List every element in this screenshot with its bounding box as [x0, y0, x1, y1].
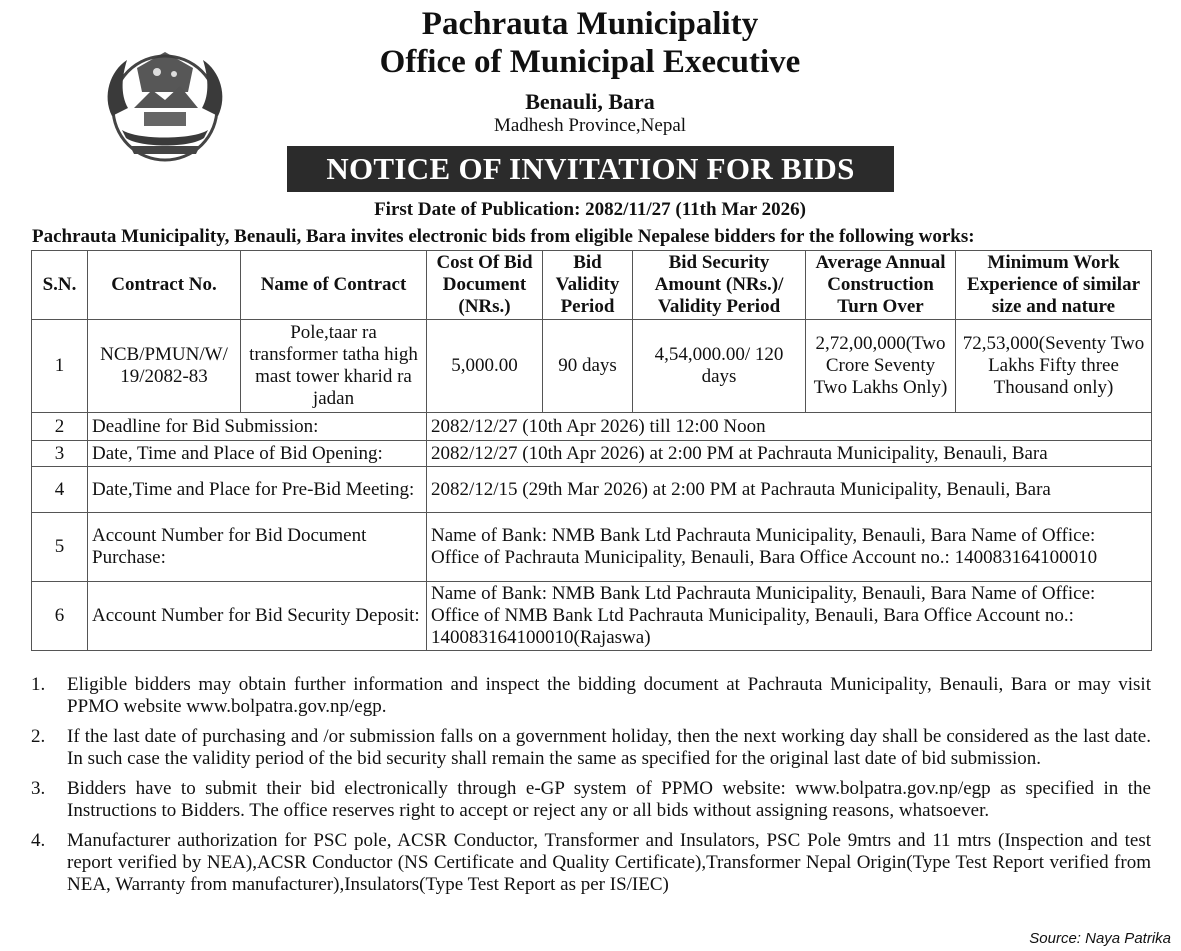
header-sn: S.N.: [32, 251, 88, 320]
header-validity: Bid Validity Period: [543, 251, 633, 320]
notes-list: [31, 674, 1151, 904]
cell-sn: 4: [32, 467, 88, 513]
government-emblem-icon: [92, 46, 238, 170]
cell-value: Name of Bank: NMB Bank Ltd Pachrauta Municipality, Benauli, Bara Name of Office: Office of Pachrauta Municipality, Benauli, Bara Office Account no.: 140083164100010: [427, 513, 1152, 582]
source-credit: Source: Naya Patrika: [1029, 930, 1171, 947]
note-number: 2.: [31, 726, 46, 747]
cell-label: Date,Time and Place for Pre-Bid Meeting:: [88, 467, 427, 513]
cell-experience: 72,53,000(Seventy Two Lakhs Fifty three Thousand only): [956, 320, 1152, 413]
note-number: 1.: [31, 674, 46, 695]
cell-sn: 5: [32, 513, 88, 582]
cell-contract-name: Pole,taar ra transformer tatha high mast tower kharid ra jadan: [241, 320, 427, 413]
cell-sn: 6: [32, 582, 88, 651]
cell-value: 2082/12/15 (29th Mar 2026) at 2:00 PM at Pachrauta Municipality, Benauli, Bara: [427, 467, 1152, 513]
cell-turnover: 2,72,00,000(Two Crore Seventy Two Lakhs Only): [806, 320, 956, 413]
municipality-name: Pachrauta Municipality: [421, 6, 759, 42]
notice-title: NOTICE OF INVITATION FOR BIDS: [287, 146, 894, 192]
intro-text: Pachrauta Municipality, Benauli, Bara invites electronic bids from eligible Nepalese bidders for the following works:: [32, 226, 975, 247]
table-row: [32, 513, 1152, 582]
cell-security: 4,54,000.00/ 120 days: [633, 320, 806, 413]
note-text: If the last date of purchasing and /or submission falls on a government holiday, then the next working day shall be considered as the last date. In such case the validity period of the bid security shall remain the same as specified for the original last date of bid submission.: [67, 726, 1151, 769]
list-item: [31, 830, 1151, 896]
header-security: Bid Security Amount (NRs.)/ Validity Period: [633, 251, 806, 320]
note-text: Bidders have to submit their bid electronically through e-GP system of PPMO website: www.bolpatra.gov.np/egp as specified in the Instructions to Bidders. The office reserves right to accept or reject any or all bids without assigning reasons, whatsoever.: [67, 778, 1151, 821]
note-number: 3.: [31, 778, 46, 799]
list-item: [31, 674, 1151, 718]
note-number: 4.: [31, 830, 46, 851]
cell-contract-no: NCB/PMUN/W/ 19/2082-83: [88, 320, 241, 413]
cell-validity: 90 days: [543, 320, 633, 413]
list-item: [31, 726, 1151, 770]
bid-table: [31, 250, 1152, 651]
table-header-row: [32, 251, 1152, 320]
cell-value: 2082/12/27 (10th Apr 2026) at 2:00 PM at Pachrauta Municipality, Benauli, Bara: [427, 441, 1152, 467]
table-row: [32, 467, 1152, 513]
header-contract-no: Contract No.: [88, 251, 241, 320]
office-name: Office of Municipal Executive: [379, 44, 801, 80]
cell-label: Account Number for Bid Security Deposit:: [88, 582, 427, 651]
cell-label: Deadline for Bid Submission:: [88, 413, 427, 441]
cell-value: Name of Bank: NMB Bank Ltd Pachrauta Municipality, Benauli, Bara Name of Office: Office of NMB Bank Ltd Pachrauta Municipality, Benauli, Bara Office Account no.: 140083164100010(Rajaswa): [427, 582, 1152, 651]
header-experience: Minimum Work Experience of similar size and nature: [956, 251, 1152, 320]
cell-sn: 1: [32, 320, 88, 413]
header-turnover: Average Annual Construction Turn Over: [806, 251, 956, 320]
header-contract-name: Name of Contract: [241, 251, 427, 320]
cell-sn: 2: [32, 413, 88, 441]
cell-sn: 3: [32, 441, 88, 467]
list-item: [31, 778, 1151, 822]
cell-value: 2082/12/27 (10th Apr 2026) till 12:00 Noon: [427, 413, 1152, 441]
table-row: [32, 320, 1152, 413]
table-row: [32, 413, 1152, 441]
note-text: Manufacturer authorization for PSC pole, ACSR Conductor, Transformer and Insulators, PSC Pole 9mtrs and 11 mtrs (Inspection and test report verified by NEA),ACSR Conductor (NS Certificate and Quality Certificate),Transformer Nepal Origin(Type Test Report verified from NEA, Warranty from manufacturer),Insulators(Type Test Report as per IS/IEC): [67, 830, 1151, 895]
province-line: Madhesh Province,Nepal: [493, 115, 687, 136]
publication-date: First Date of Publication: 2082/11/27 (11th Mar 2026): [374, 199, 806, 220]
cell-label: Account Number for Bid Document Purchase:: [88, 513, 427, 582]
cell-cost: 5,000.00: [427, 320, 543, 413]
cell-label: Date, Time and Place of Bid Opening:: [88, 441, 427, 467]
office-location: Benauli, Bara: [525, 89, 655, 114]
table-row: [32, 441, 1152, 467]
note-text: Eligible bidders may obtain further information and inspect the bidding document at Pachrauta Municipality, Benauli, Bara or may visit PPMO website www.bolpatra.gov.np/egp.: [67, 674, 1151, 717]
table-row: [32, 582, 1152, 651]
header-cost: Cost Of Bid Document (NRs.): [427, 251, 543, 320]
